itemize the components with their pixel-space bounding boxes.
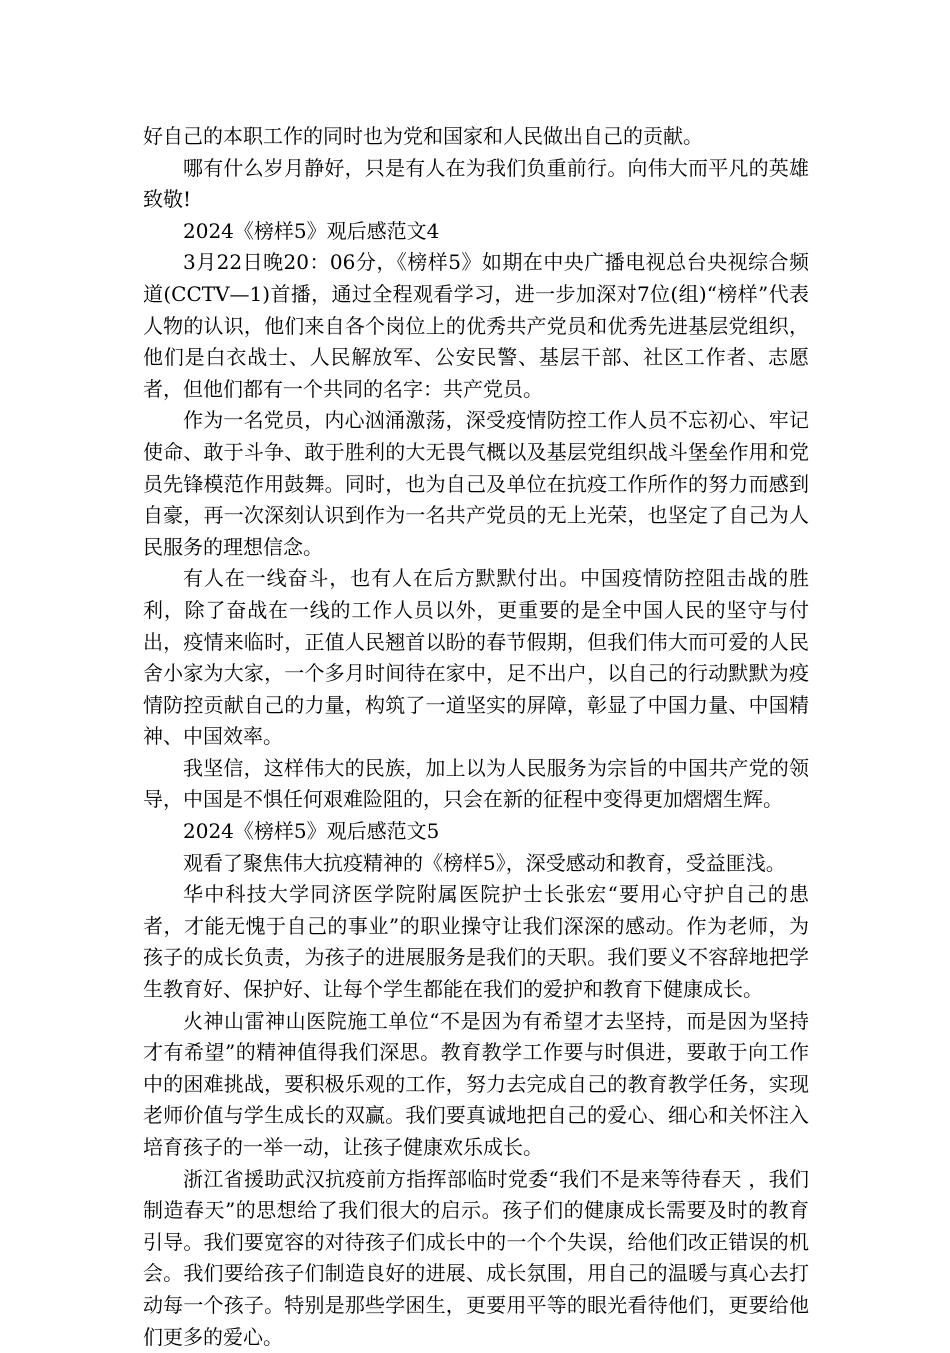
paragraph: 华中科技大学同济医学院附属医院护士长张宏“要用心守护自己的患者，才能无愧于自己的事业”的职业操守让我们深深的感动。作为老师，为孩子的成长负责，为孩子的进展服务是我们的天职。我们要义不容辞地把学生教育好、保护好、让每个学生都能在我们的爱护和教育下健康成长。 bbox=[143, 882, 809, 1002]
paragraph: 有人在一线奋斗，也有人在后方默默付出。中国疫情防控阻击战的胜利，除了奋战在一线的工作人员以外，更重要的是全中国人民的坚守与付出，疫情来临时，正值人民翘首以盼的春节假期，但我们伟大而可爱的人民舍小家为大家，一个多月时间待在家中，足不出户，以自己的行动默默为疫情防控贡献自己的力量，构筑了一道坚实的屏障，彰显了中国力量、中国精神、中国效率。 bbox=[143, 566, 809, 749]
paragraph: 观看了聚焦伟大抗疫精神的《榜样5》，深受感动和教育，受益匪浅。 bbox=[183, 850, 786, 875]
paragraph-continuation: 好自己的本职工作的同时也为党和国家和人民做出自己的贡献。 bbox=[143, 124, 703, 148]
paragraph: 哪有什么岁月静好，只是有人在为我们负重前行。向伟大而平凡的英雄致敬! bbox=[143, 155, 809, 212]
document-body bbox=[143, 121, 809, 1353]
section-heading-4: 2024《榜样5》观后感范文4 bbox=[183, 218, 440, 243]
paragraph: 浙江省援助武汉抗疫前方指挥部临时党委“我们不是来等待春天 ，我们制造春天”的思想给了我们很大的启示。孩子们的健康成长需要及时的教育引导。我们要宽容的对待孩子们成长中的一个个失误，给他们改正错误的机会。我们要给孩子们制造良好的进展、成长氛围，用自己的温暖与真心去打动每一个孩子。特别是那些学困生，更要用平等的眼光看待他们，更要给他们更多的爱心。 bbox=[143, 1166, 809, 1349]
section-heading-5: 2024《榜样5》观后感范文5 bbox=[183, 819, 440, 844]
paragraph: 3月22日晚20：06分，《榜样5》如期在中央广播电视总台央视综合频道(CCTV—1)首播，通过全程观看学习，进一步加深对7位(组)“榜样”代表人物的认识，他们来自各个岗位上的优秀共产党员和优秀先进基层党组织，他们是白衣战士、人民解放军、公安民警、基层干部、社区工作者、志愿者，但他们都有一个共同的名字：共产党员。 bbox=[143, 250, 809, 401]
paragraph: 火神山雷神山医院施工单位“不是因为有希望才去坚持，而是因为坚持才有希望”的精神值得我们深思。教育教学工作要与时俱进，要敢于向工作中的困难挑战，要积极乐观的工作，努力去完成自己的教育教学任务，实现老师价值与学生成长的双赢。我们要真诚地把自己的爱心、细心和关怀注入培育孩子的一举一动，让孩子健康欢乐成长。 bbox=[143, 1008, 809, 1159]
paragraph: 作为一名党员，内心汹涌激荡，深受疫情防控工作人员不忘初心、牢记使命、敢于斗争、敢于胜利的大无畏气概以及基层党组织战斗堡垒作用和党员先锋模范作用鼓舞。同时，也为自己及单位在抗疫工作所作的努力而感到自豪，再一次深刻认识到作为一名共产党员的无上光荣，也坚定了自己为人民服务的理想信念。 bbox=[143, 408, 809, 559]
paragraph: 我坚信，这样伟大的民族，加上以为人民服务为宗旨的中国共产党的领导，中国是不惧任何艰难险阻的，只会在新的征程中变得更加熠熠生辉。 bbox=[143, 755, 809, 812]
